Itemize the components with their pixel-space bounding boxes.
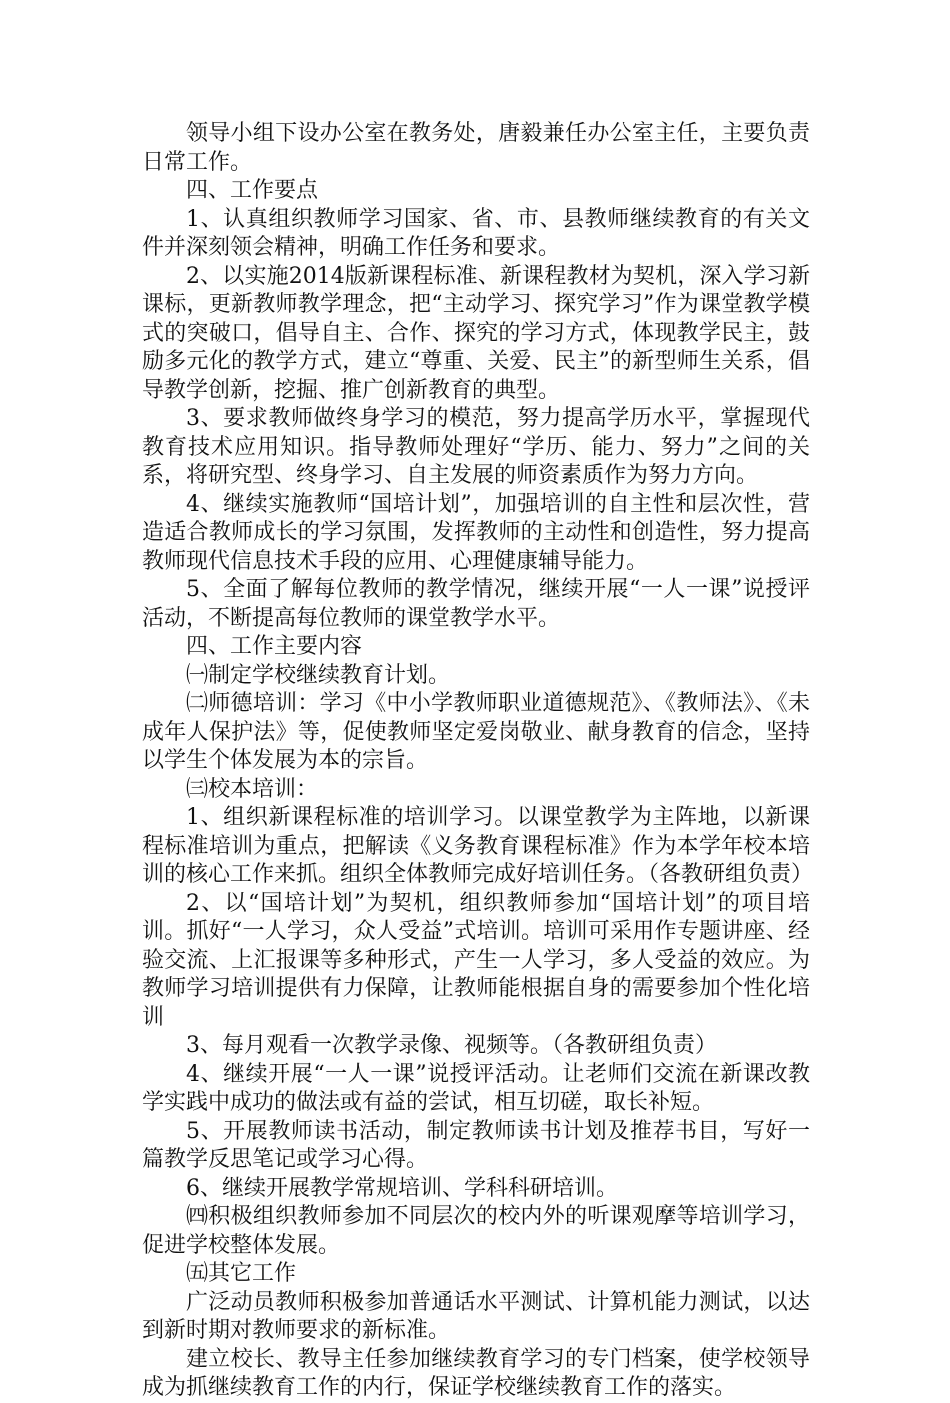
- paragraph: ㈤其它工作: [186, 1261, 297, 1286]
- paragraph: 3、要求教师做终身学习的模范，努力提高学历水平，掌握现代教育技术应用知识。指导教师处理好“学历、能力、努力”之间的关系，将研究型、终身学习、自主发展的师资素质作为努力方向。: [142, 406, 810, 488]
- paragraph: 1、组织新课程标准的培训学习。以课堂教学为主阵地，以新课程标准培训为重点，把解读《义务教育课程标准》作为本学年校本培训的核心工作来抓。组织全体教师完成好培训任务。（各教研组负责）: [142, 805, 814, 887]
- paragraph: 1、认真组织教师学习国家、省、市、县教师继续教育的有关文件并深刻领会精神，明确工作任务和要求。: [142, 206, 810, 260]
- paragraph: ㈣积极组织教师参加不同层次的校内外的听课观摩等培训学习，促进学校整体发展。: [142, 1204, 810, 1258]
- paragraph: 领导小组下设办公室在教务处，唐毅兼任办公室主任，主要负责日常工作。: [142, 121, 810, 175]
- paragraph: 4、继续开展“一人一课”说授评活动。让老师们交流在新课改教学实践中成功的做法或有益的尝试，相互切磋，取长补短。: [142, 1061, 810, 1115]
- paragraph: 2、以实施2014版新课程标准、新课程教材为契机，深入学习新课标，更新教师教学理念，把“主动学习、探究学习”作为课堂教学模式的突破口，倡导自主、合作、探究的学习方式，体现教学民主，鼓励多元化的教学方式，建立“尊重、关爱、民主”的新型师生关系，倡导教学创新，挖掘、推广创新教育的典型。: [142, 263, 810, 403]
- paragraph: ㈢校本培训：: [186, 776, 319, 802]
- paragraph: 3、每月观看一次教学录像、视频等。（各教研组负责）: [186, 1033, 717, 1058]
- paragraph: 4、继续实施教师“国培计划”，加强培训的自主性和层次性，营造适合教师成长的学习氛围，发挥教师的主动性和创造性，努力提高教师现代信息技术手段的应用、心理健康辅导能力。: [142, 491, 810, 574]
- paragraph: 5、开展教师读书活动，制定教师读书计划及推荐书目，写好一篇教学反思笔记或学习心得。: [142, 1118, 810, 1172]
- paragraph: 建立校长、教导主任参加继续教育学习的专门档案，使学校领导成为抓继续教育工作的内行，保证学校继续教育工作的落实。: [142, 1346, 810, 1400]
- paragraph: 5、全面了解每位教师的教学情况，继续开展“一人一课”说授评活动，不断提高每位教师的课堂教学水平。: [142, 577, 810, 631]
- paragraph: 6、继续开展教学常规培训、学科科研培训。: [186, 1175, 618, 1201]
- paragraph: 广泛动员教师积极参加普通话水平测试、计算机能力测试，以达到新时期对教师要求的新标准。: [142, 1289, 810, 1343]
- paragraph: ㈡师德培训：学习《中小学教师职业道德规范》、《教师法》、《未成年人保护法》等，促使教师坚定爱岗敬业、献身教育的信念，坚持以学生个体发展为本的宗旨。: [142, 691, 810, 773]
- paragraph: ㈠制定学校继续教育计划。: [186, 662, 451, 688]
- section-heading: 四、工作要点: [186, 178, 319, 203]
- paragraph: 2、以“国培计划”为契机，组织教师参加“国培计划”的项目培训。抓好“一人学习，众人受益”式培训。培训可采用作专题讲座、经验交流、上汇报课等多种形式，产生一人学习，多人受益的效应。为教师学习培训提供有力保障，让教师能根据自身的需要参加个性化培训: [142, 890, 810, 1030]
- document-body: [142, 120, 814, 1403]
- section-heading: 四、工作主要内容: [186, 634, 363, 659]
